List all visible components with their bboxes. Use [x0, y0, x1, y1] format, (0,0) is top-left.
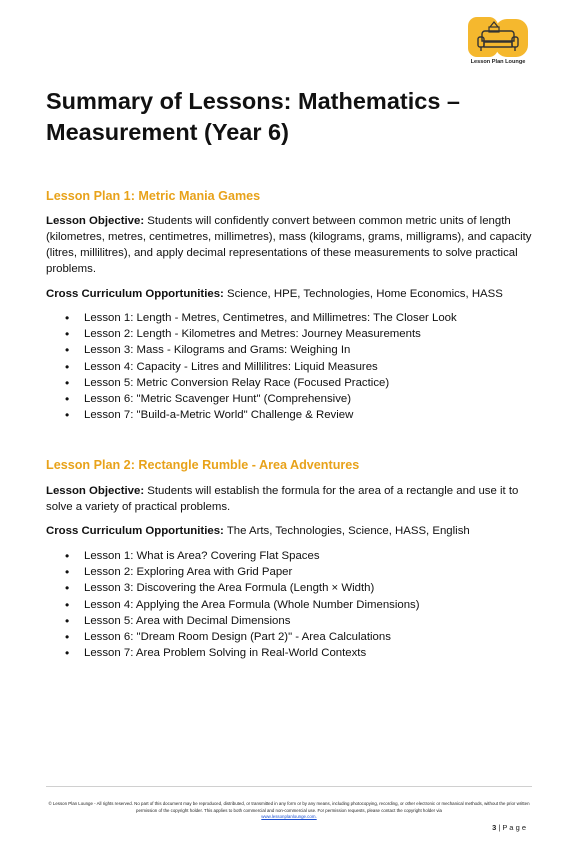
page-number-value: 3 — [492, 823, 497, 832]
page-label: | P a g e — [498, 823, 526, 832]
list-item: • Lesson 3: Discovering the Area Formula (Length × Width) — [56, 580, 420, 596]
page-number — [492, 823, 526, 832]
logo-text: Lesson Plan Lounge — [470, 59, 526, 65]
list-item: • Lesson 1: What is Area? Covering Flat Spaces — [56, 548, 420, 564]
list-item: • Lesson 4: Capacity - Litres and Millilitres: Liquid Measures — [56, 359, 457, 375]
lesson-plan-2-heading: Lesson Plan 2: Rectangle Rumble - Area Adventures — [46, 458, 360, 472]
lesson-plan-1-lesson-list — [56, 310, 457, 423]
list-item: • Lesson 6: "Dream Room Design (Part 2)" - Area Calculations — [56, 629, 420, 645]
footer-copyright — [46, 801, 532, 821]
list-item: • Lesson 1: Length - Metres, Centimetres, and Millimetres: The Closer Look — [56, 310, 457, 326]
lesson-plan-2-lesson-list — [56, 548, 420, 661]
list-item: • Lesson 7: "Build-a-Metric World" Challenge & Review — [56, 407, 457, 423]
list-item: • Lesson 3: Mass - Kilograms and Grams: Weighing In — [56, 342, 457, 358]
website-link[interactable]: www.lessonplanlounge.com. — [261, 814, 317, 819]
lesson-plan-2-objective — [46, 483, 536, 515]
objective-text: Students will establish the formula for the area of a rectangle and use it to solve a variety of practical problems. — [46, 485, 519, 513]
objective-label: Lesson Objective: — [46, 215, 145, 227]
cross-curriculum-label: Cross Curriculum Opportunities: — [46, 288, 224, 300]
objective-text: Students will confidently convert between common metric units of length (kilometres, metres, centimetres, millimetres), mass (kilograms, grams, milligrams), and capacity (litres, millilitres), and apply decimal representations of these measurements to solve practical problems. — [46, 215, 532, 275]
cross-curriculum-text: The Arts, Technologies, Science, HASS, English — [226, 525, 470, 537]
list-item: • Lesson 5: Area with Decimal Dimensions — [56, 613, 420, 629]
lesson-plan-1-objective — [46, 213, 536, 277]
list-item: • Lesson 4: Applying the Area Formula (Whole Number Dimensions) — [56, 597, 420, 613]
objective-label: Lesson Objective: — [46, 485, 145, 497]
lesson-plan-1-cross-curriculum — [46, 286, 536, 302]
cross-curriculum-text: Science, HPE, Technologies, Home Economics, HASS — [227, 288, 503, 300]
list-item: • Lesson 6: "Metric Scavenger Hunt" (Comprehensive) — [56, 391, 457, 407]
page-title: Summary of Lessons: Mathematics – Measurement (Year 6) — [46, 88, 460, 145]
list-item: • Lesson 2: Exploring Area with Grid Paper — [56, 564, 420, 580]
brand-logo — [463, 15, 533, 70]
list-item: • Lesson 7: Area Problem Solving in Real-World Contexts — [56, 645, 420, 661]
lounge-sofa-icon — [465, 15, 531, 59]
list-item: • Lesson 2: Length - Kilometres and Metres: Journey Measurements — [56, 326, 457, 342]
cross-curriculum-label: Cross Curriculum Opportunities: — [46, 525, 224, 537]
list-item: • Lesson 5: Metric Conversion Relay Race (Focused Practice) — [56, 375, 457, 391]
copyright-text: © Lesson Plan Lounge - All rights reserved. No part of this document may be reproduced, distributed, or transmitted in any form or by any means, including photocopying, recording, or other electronic or mechanical methods, without the prior written permission of the copyright holder. This applies to both commercial and non-commercial use. For permission requests, please contact the copyright holder via — [48, 801, 530, 813]
lesson-plan-1-heading: Lesson Plan 1: Metric Mania Games — [46, 189, 261, 203]
lesson-plan-2-cross-curriculum — [46, 523, 536, 539]
footer-divider — [46, 786, 532, 787]
